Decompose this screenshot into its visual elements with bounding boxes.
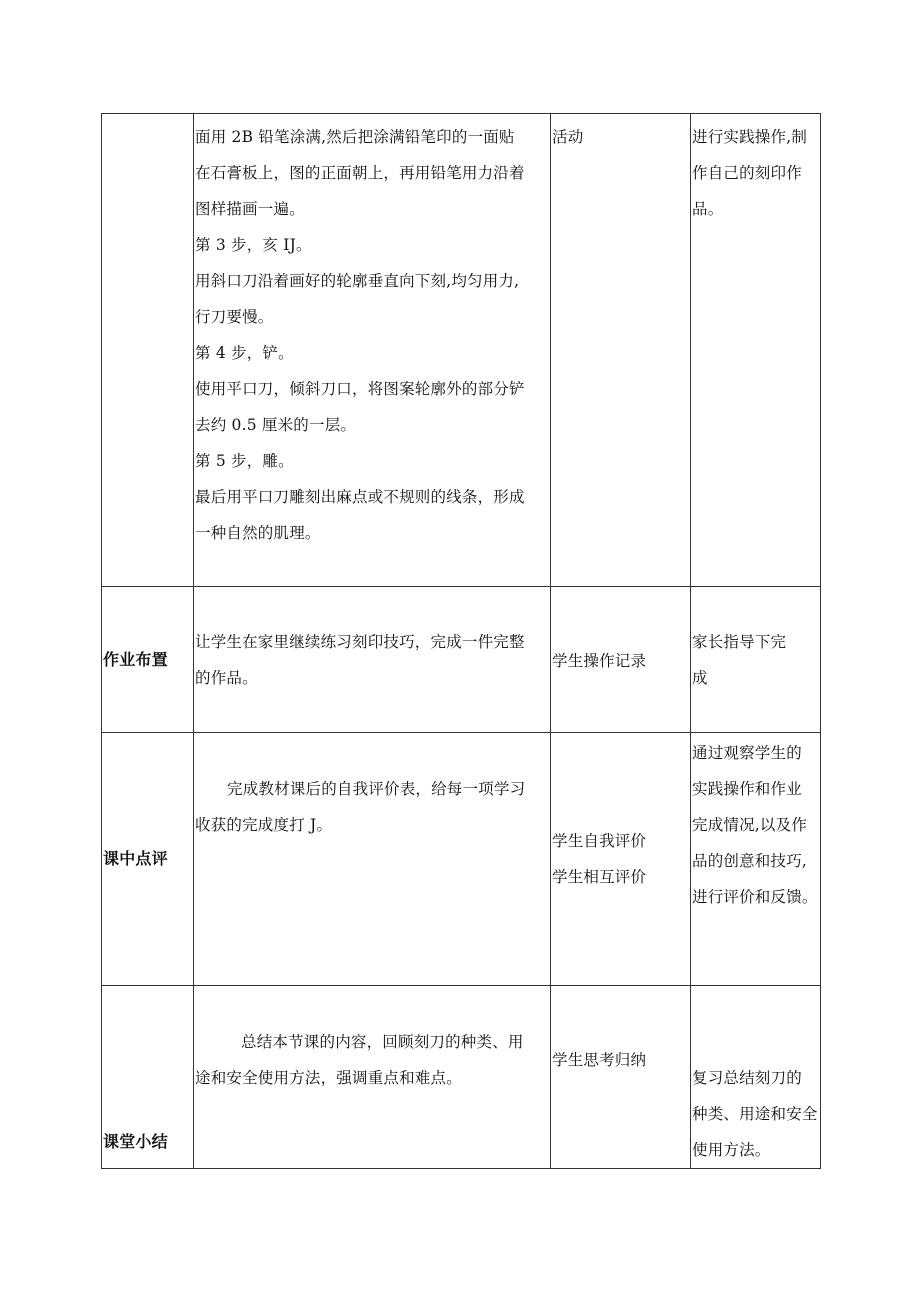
design-line: 实践操作和作业 [692,780,802,798]
design-cell [691,587,821,733]
design-line: 完成情况,以及作 [692,816,808,834]
content-cell [194,986,551,1169]
content-line: 第 3 步，亥 IJ。 [195,236,312,254]
activity-line: 学生思考归纳 [552,1051,647,1069]
design-line: 进行评价和反馈。 [692,888,818,906]
content-line: 一种自然的肌理。 [195,524,321,542]
design-line: 品的创意和技巧, [692,852,808,870]
row-label-cell [102,986,194,1169]
row-label-cell [102,114,194,587]
content-line: 去约 0.5 厘米的一层。 [195,416,357,434]
activity-line: 学生相互评价 [552,868,647,886]
row-label: 课堂小结 [103,1132,168,1151]
design-line: 成 [692,669,708,687]
content-line: 总结本节课的内容，回顾刻刀的种类、用 [241,1033,524,1051]
design-cell [691,986,821,1169]
design-line: 品。 [692,200,724,218]
content-line: 途和安全使用方法，强调重点和难点。 [195,1069,462,1087]
content-cell [194,587,551,733]
table-row-review [102,733,821,986]
activity-line: 学生操作记录 [552,652,647,670]
activity-cell [551,114,691,587]
design-line: 种类、用途和安全 [692,1105,818,1123]
table-row-summary [102,986,821,1169]
content-line: 完成教材课后的自我评价表，给每一项学习 [227,780,526,798]
design-line: 进行实践操作,制 [692,128,808,146]
design-cell [691,733,821,986]
activity-cell [551,986,691,1169]
content-line: 收获的完成度打 J。 [195,816,333,834]
content-line: 图样描画一遍。 [195,200,305,218]
content-line: 面用 2B 铅笔涂满,然后把涂满铅笔印的一面贴 [195,128,515,146]
row-label-cell [102,733,194,986]
row-label-cell [102,587,194,733]
activity-cell [551,733,691,986]
content-line: 使用平口刀，倾斜刀口，将图案轮廓外的部分铲 [195,380,525,398]
content-line: 的作品。 [195,669,258,687]
design-line: 使用方法。 [692,1141,771,1159]
content-line: 最后用平口刀雕刻出麻点或不规则的线条，形成 [195,488,525,506]
design-line: 通过观察学生的 [692,744,802,762]
design-cell [691,114,821,587]
content-line: 在石膏板上，图的正面朝上，再用铅笔用力沿着 [195,164,525,182]
row-label: 课中点评 [103,849,168,868]
lesson-plan-table [101,113,821,1169]
design-line: 复习总结刻刀的 [692,1069,802,1087]
design-line: 作自己的刻印作 [692,164,802,182]
design-line: 家长指导下完 [692,633,787,651]
table-row-steps [102,114,821,587]
content-cell [194,114,551,587]
activity-cell [551,587,691,733]
content-line: 让学生在家里继续练习刻印技巧，完成一件完整 [195,633,525,651]
activity-line: 活动 [552,128,584,146]
table-row-homework [102,587,821,733]
content-line: 用斜口刀沿着画好的轮廓垂直向下刻,均匀用力, [195,272,520,290]
content-line: 第 5 步，雕。 [195,452,294,470]
content-line: 行刀要慢。 [195,308,274,326]
row-label: 作业布置 [103,650,168,669]
activity-line: 学生自我评价 [552,832,647,850]
content-cell [194,733,551,986]
content-line: 第 4 步，铲。 [195,344,294,362]
